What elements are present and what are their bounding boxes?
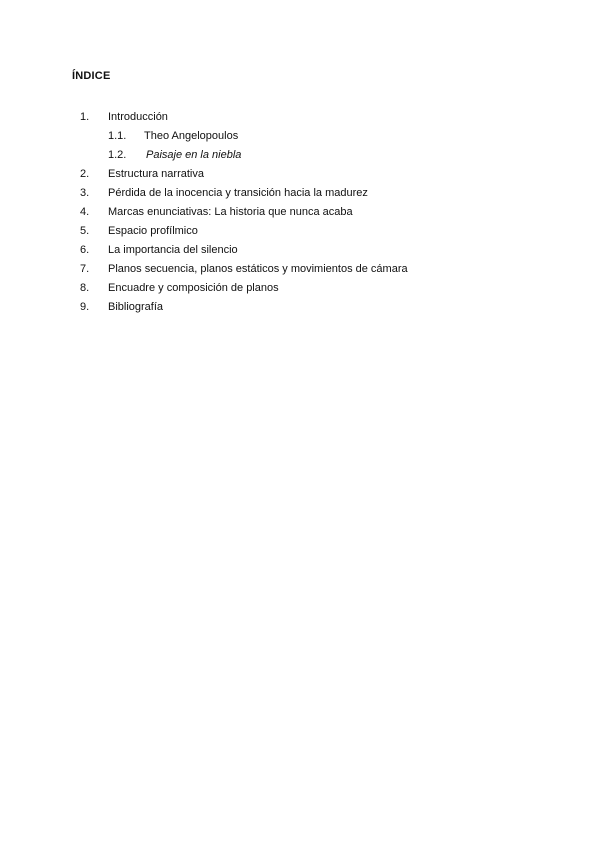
toc-entry-label: Introducción: [108, 111, 168, 123]
toc-entry-5: [0, 222, 600, 241]
toc-entry-number: 1.2.: [108, 149, 127, 161]
toc-entry-6: [0, 241, 600, 260]
toc-entry-label: Estructura narrativa: [108, 168, 204, 180]
toc-entry-label: Espacio profílmico: [108, 225, 198, 237]
toc-entry-2: [0, 165, 600, 184]
toc-entry-number: 4.: [80, 206, 90, 218]
toc-entry-number: 3.: [80, 187, 90, 199]
toc-entry-4: [0, 203, 600, 222]
toc-entry-label: La importancia del silencio: [108, 244, 238, 256]
toc-entry-number: 7.: [80, 263, 90, 275]
toc-entry-7: [0, 260, 600, 279]
page-title: ÍNDICE: [72, 70, 111, 82]
toc-entry-label: Encuadre y composición de planos: [108, 282, 279, 294]
toc-entry-number: 8.: [80, 282, 90, 294]
toc-entry-1: [0, 108, 600, 127]
toc-entry-label: Paisaje en la niebla: [146, 149, 242, 161]
table-of-contents: [0, 108, 600, 317]
toc-entry-number: 6.: [80, 244, 90, 256]
toc-entry-number: 1.1.: [108, 130, 127, 142]
toc-entry-3: [0, 184, 600, 203]
toc-entry-number: 9.: [80, 301, 90, 313]
toc-entry-label: Marcas enunciativas: La historia que nunca acaba: [108, 206, 353, 218]
toc-entry-number: 1.: [80, 111, 90, 123]
toc-entry-label: Theo Angelopoulos: [144, 130, 239, 142]
toc-entry-1-2: [0, 146, 600, 165]
toc-entry-label: Planos secuencia, planos estáticos y movimientos de cámara: [108, 263, 408, 275]
toc-entry-label: Bibliografía: [108, 301, 164, 313]
toc-entry-1-1: [0, 127, 600, 146]
toc-entry-8: [0, 279, 600, 298]
toc-entry-9: [0, 298, 600, 317]
toc-entry-number: 2.: [80, 168, 90, 180]
toc-entry-number: 5.: [80, 225, 90, 237]
toc-entry-label: Pérdida de la inocencia y transición hacia la madurez: [108, 187, 368, 199]
